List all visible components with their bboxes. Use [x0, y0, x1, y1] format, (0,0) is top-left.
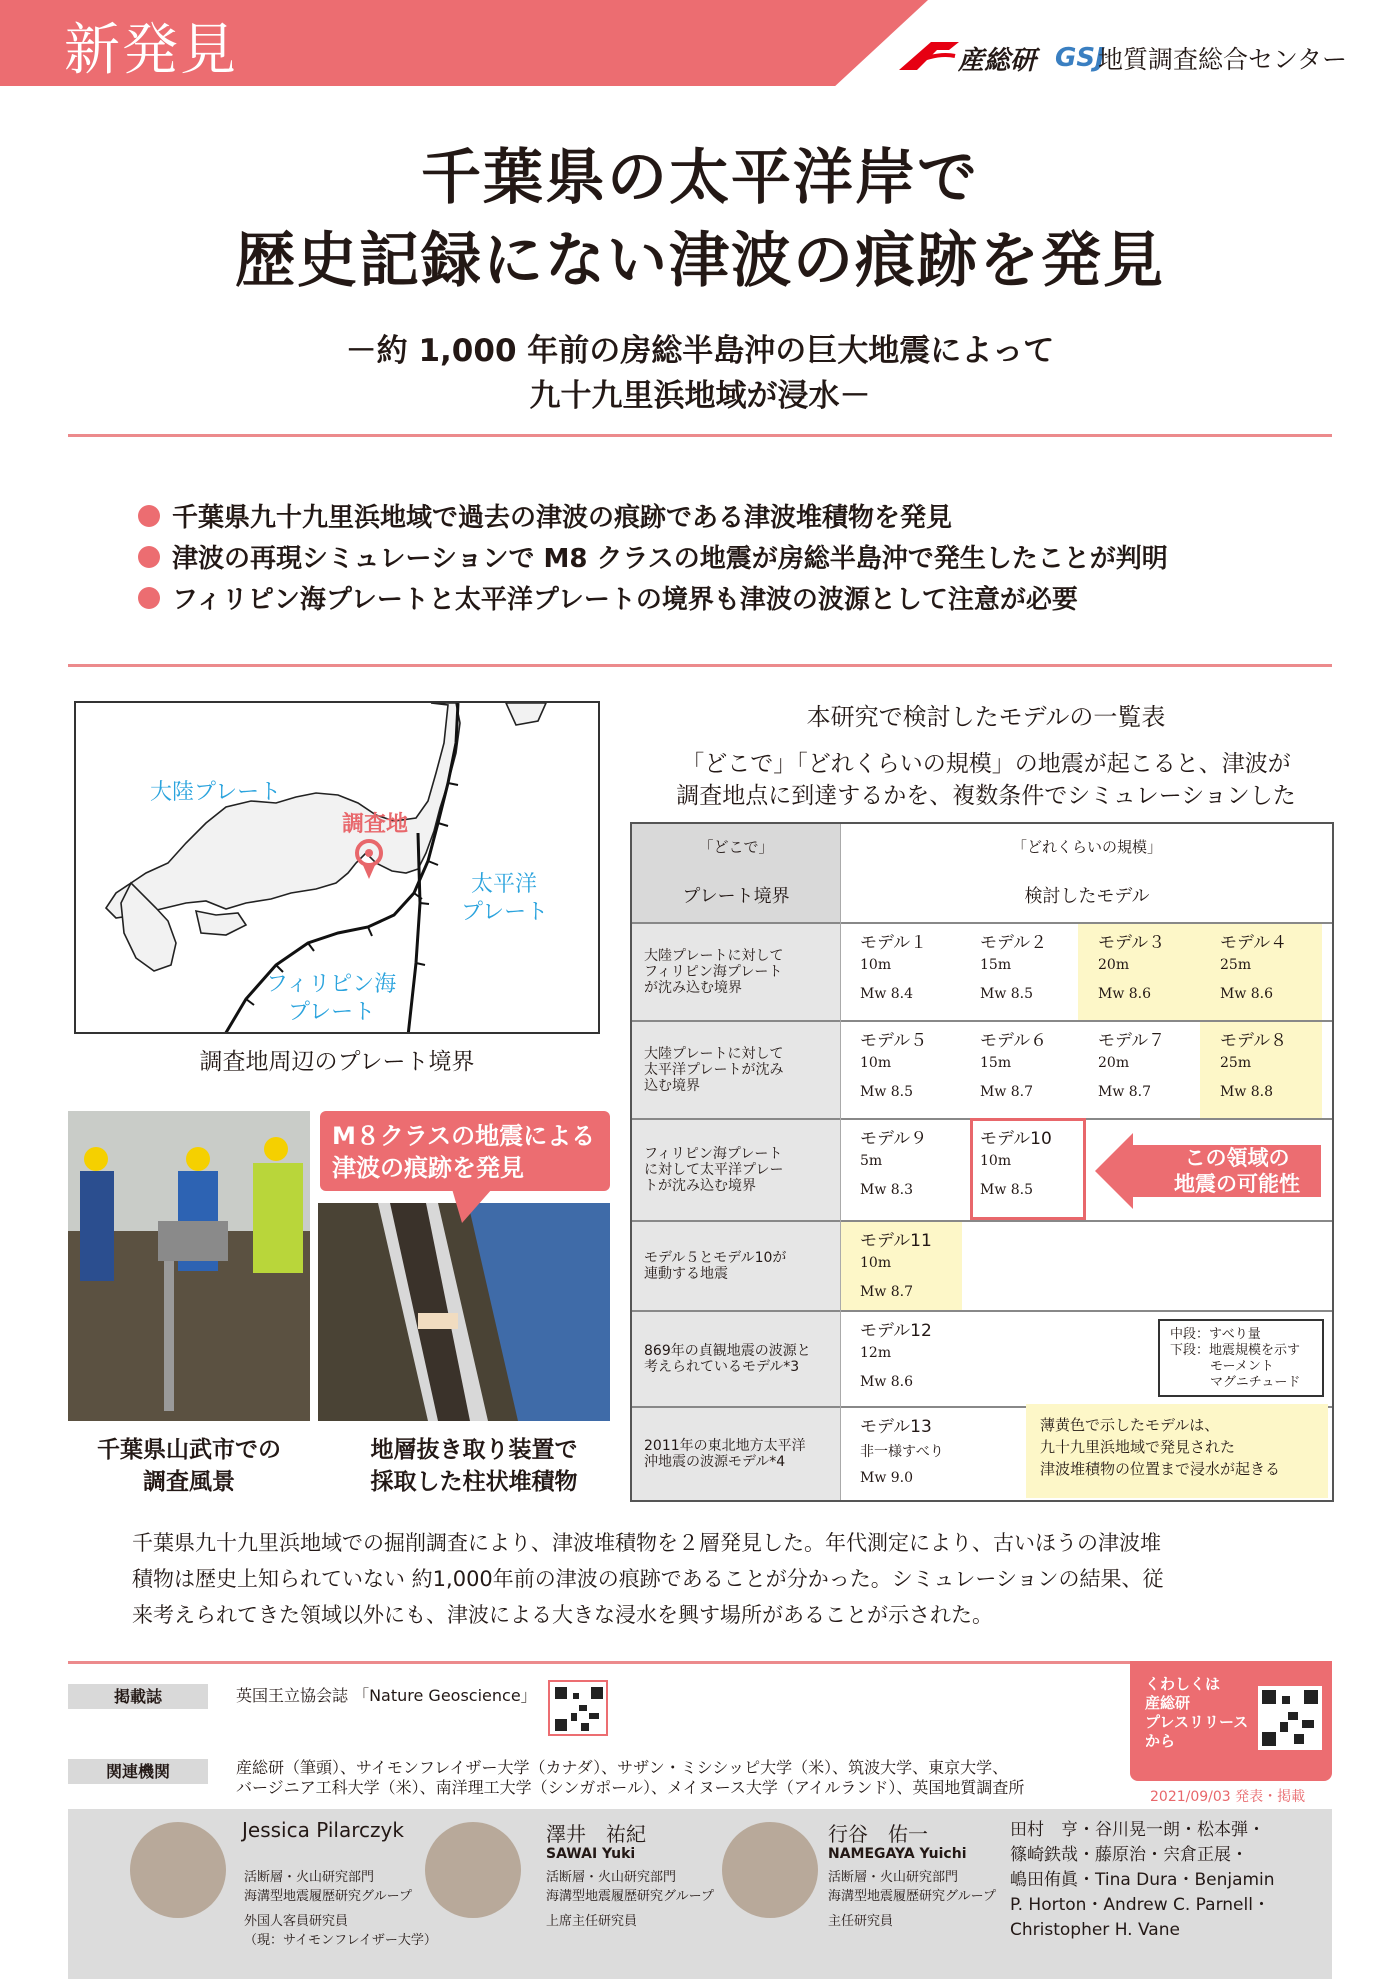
bullet-dot-icon [138, 546, 160, 568]
model-magnitude: Mw 9.0 [860, 1470, 914, 1486]
plate-boundary-map [74, 701, 600, 1034]
model-magnitude: Mw 8.5 [980, 1182, 1034, 1198]
region-callout-line1: この領域の [1184, 1146, 1290, 1170]
journal-value: 英国王立協会誌 「Nature Geoscience」 [236, 1686, 537, 1705]
model-slip: 10m [860, 1055, 892, 1071]
author-name: Jessica Pilarczyk [242, 1818, 404, 1842]
model-name: モデル９ [860, 1129, 928, 1149]
key-point: フィリピン海プレートと太平洋プレートの境界も津波の波源として注意が必要 [138, 577, 1168, 618]
model-magnitude: Mw 8.3 [860, 1182, 914, 1198]
page-title-line2: 歴史記録にない津波の痕跡を発見 [235, 226, 1165, 296]
model-name: モデル13 [860, 1417, 932, 1437]
publication-date: 2021/09/03 発表・掲載 [1150, 1789, 1306, 1805]
author-photo-namegaya [722, 1822, 818, 1918]
subtitle-line1: －約 1,000 年前の房総半島沖の巨大地震によって [345, 333, 1055, 369]
model-slip: 15m [980, 1055, 1012, 1071]
gsj-logo-text: 地質調査総合センター [1098, 45, 1348, 74]
model-slip: 15m [980, 957, 1012, 973]
model-name: モデル８ [1220, 1031, 1288, 1051]
page-title-line1: 千葉県の太平洋岸で [421, 143, 979, 213]
model-name: モデル１ [860, 933, 928, 953]
model-cell [1078, 924, 1200, 1020]
table-lead: 「どこで」「どれくらいの規模」の地震が起こると、津波が 調査地点に到達するかを、複数条件でシミュレーションした [676, 751, 1296, 809]
table-note: 薄黄色で示したモデルは、 九十九里浜地域で発見された 津波堆積物の位置まで浸水が起きる [1026, 1404, 1328, 1498]
author-name: 澤井 祐紀 [546, 1822, 646, 1846]
model-name: モデル７ [1098, 1031, 1166, 1051]
model-cell [840, 1222, 962, 1310]
model-name: モデル３ [1098, 933, 1166, 953]
table-row-label: モデル５とモデル10が 連動する地震 [632, 1222, 840, 1310]
table-row-label: 869年の貞観地震の波源と 考えられているモデル*3 [632, 1312, 840, 1406]
key-point: 津波の再現シミュレーションで M8 クラスの地震が房総半島沖で発生したことが判明 [138, 536, 1168, 577]
map-label-continental: 大陸プレート [150, 780, 282, 805]
model-magnitude: Mw 8.5 [860, 1084, 914, 1100]
model-slip: 20m [1098, 957, 1130, 973]
model-magnitude: Mw 8.7 [1098, 1084, 1152, 1100]
model-cell [1078, 1022, 1200, 1118]
author-photo-sawai [425, 1822, 521, 1918]
model-magnitude: Mw 8.4 [860, 986, 914, 1002]
model-slip: 20m [1098, 1055, 1130, 1071]
table-header-scale: 「どれくらいの規模」 検討したモデル [1011, 838, 1162, 907]
model-magnitude: Mw 8.6 [1220, 986, 1274, 1002]
model-magnitude: Mw 8.6 [860, 1374, 914, 1390]
related-label: 関連機関 [68, 1759, 208, 1784]
table-row-label: 大陸プレートに対して 太平洋プレートが沈み 込む境界 [632, 1022, 840, 1118]
model-cell [960, 924, 1082, 1020]
table-legend: 中段：すべり量 下段：地震規模を示す モーメント マグニチュード [1158, 1319, 1324, 1397]
table-row-label: 大陸プレートに対して フィリピン海プレート が沈み込む境界 [632, 924, 840, 1020]
bullet-dot-icon [138, 505, 160, 527]
model-slip: 10m [860, 1255, 892, 1271]
table-title: 本研究で検討したモデルの一覧表 [806, 703, 1166, 731]
model-slip: 10m [860, 957, 892, 973]
model-name: モデル11 [860, 1231, 932, 1251]
model-magnitude: Mw 8.8 [1220, 1084, 1274, 1100]
svg-text:GSJ: GSJ [1055, 43, 1105, 73]
model-magnitude: Mw 8.7 [980, 1084, 1034, 1100]
model-cell [840, 1120, 962, 1220]
model-cell [1200, 924, 1322, 1020]
model-name: モデル４ [1220, 933, 1288, 953]
subtitle-line2: 九十九里浜地域が浸水－ [529, 378, 871, 414]
press-release-qr-code[interactable] [1258, 1686, 1322, 1750]
photo-caption-right: 地層抜き取り装置で 採取した柱状堆積物 [370, 1437, 578, 1495]
map-label-site: 調査地 [342, 812, 409, 837]
author-affiliation: 活断層・火山研究部門 海溝型地震履歴研究グループ 主任研究員 [828, 1870, 996, 1929]
model-magnitude: Mw 8.6 [1098, 986, 1152, 1002]
sediment-core-photo [318, 1203, 610, 1421]
author-affiliation: 活断層・火山研究部門 海溝型地震履歴研究グループ 上席主任研究員 [546, 1870, 714, 1929]
model-cell [840, 1022, 962, 1118]
model-name: モデル６ [980, 1031, 1048, 1051]
photo-caption-left: 千葉県山武市での 調査風景 [97, 1437, 281, 1495]
model-name: モデル５ [860, 1031, 928, 1051]
model-name: モデル２ [980, 933, 1048, 953]
divider [68, 434, 1332, 437]
map-label-philippine-2: プレート [288, 1000, 376, 1025]
map-label-philippine-1: フィリピン海 [266, 972, 397, 997]
coauthors: 田村 亨・谷川晃一朗・松本弾・ 篠崎鉄哉・藤原治・宍倉正展・ 嶋田侑眞・Tina Dura・Benjamin P. Horton・Andrew C. Parnell・ Christopher H. Vane [1010, 1820, 1275, 1940]
callout-pointer-icon [452, 1189, 492, 1223]
model-magnitude: Mw 8.5 [980, 986, 1034, 1002]
table-row-label: フィリピン海プレート に対して太平洋プレー トが沈み込む境界 [632, 1120, 840, 1220]
author-affiliation: 活断層・火山研究部門 海溝型地震履歴研究グループ 外国人客員研究員 （現：サイモンフレイザー大学） [244, 1870, 437, 1948]
model-cell [840, 1312, 962, 1406]
model-table [630, 822, 1334, 1502]
author-name: 行谷 佑一 [828, 1822, 928, 1846]
table-header-where: 「どこで」 プレート境界 [632, 824, 840, 922]
map-caption: 調査地周辺のプレート境界 [199, 1049, 475, 1075]
model-slip: 10m [980, 1153, 1012, 1169]
journal-label: 掲載誌 [68, 1684, 208, 1709]
model-slip: 5m [860, 1153, 883, 1169]
aist-logo-text: 産総研 [958, 46, 1037, 76]
model-name: モデル12 [860, 1321, 932, 1341]
model-name: モデル10 [980, 1129, 1052, 1149]
model-cell [1200, 1022, 1322, 1118]
summary-text: 千葉県九十九里浜地域での掘削調査により、津波堆積物を２層発見した。年代測定により、古いほうの津波堆 積物は歴史上知られていない 約1,000年前の津波の痕跡であることが分かった。シミュレーションの結果、従 来考えられてきた領域以外にも、津波による大きな浸水を興す場所があることが示された。 [132, 1531, 1164, 1627]
journal-qr-code[interactable] [548, 1680, 608, 1736]
author-photo-pilarczyk [130, 1822, 226, 1918]
model-magnitude: Mw 8.7 [860, 1284, 914, 1300]
author-romaji: SAWAI Yuki [546, 1846, 636, 1862]
table-column-divider [840, 824, 841, 1500]
field-survey-photo [68, 1111, 310, 1421]
bullet-dot-icon [138, 587, 160, 609]
map-label-pacific-2: プレート [461, 900, 549, 925]
region-callout-line2: 地震の可能性 [1174, 1172, 1300, 1196]
region-callout [1095, 1133, 1321, 1209]
model-slip: 非一様すべり [860, 1444, 944, 1460]
key-point: 千葉県九十九里浜地域で過去の津波の痕跡である津波堆積物を発見 [138, 495, 1168, 536]
key-points [138, 495, 1168, 618]
model-cell [960, 1022, 1082, 1118]
map-label-pacific-1: 太平洋 [471, 872, 538, 897]
callout-tsunami-evidence: M８クラスの地震による 津波の痕跡を発見 [320, 1111, 610, 1191]
related-institutions: 産総研（筆頭）、サイモンフレイザー大学（カナダ）、サザン・ミシシッピ大学（米）、筑波大学、東京大学、 バージニア工科大学（米）、南洋理工大学（シンガポール）、メイヌース大学（アイルランド）、英国地質調査所 [236, 1758, 1025, 1797]
banner-title: 新発見 [64, 18, 238, 83]
model-cell [840, 1408, 962, 1500]
model-slip: 25m [1220, 957, 1252, 973]
model-slip: 12m [860, 1345, 892, 1361]
press-release-text: くわしくは 産総研 プレスリリース から [1145, 1675, 1249, 1750]
model-cell [840, 924, 962, 1020]
table-row-label: 2011年の東北地方太平洋 沖地震の波源モデル*4 [632, 1408, 840, 1500]
author-romaji: NAMEGAYA Yuichi [828, 1846, 967, 1862]
divider [68, 664, 1332, 667]
model-slip: 25m [1220, 1055, 1252, 1071]
model10-highlight [970, 1118, 1086, 1220]
